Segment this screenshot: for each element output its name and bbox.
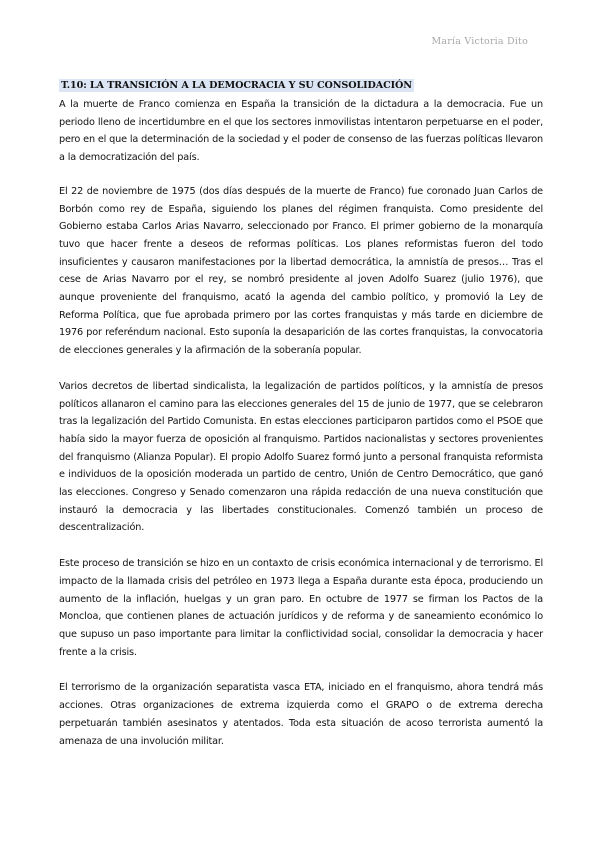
paragraph-elections: Varios decretos de libertad sindicalista, la legalización de partidos políticos, y la amnistía de presos políticos allanaron el camino para las elecciones generales del 15 de junio de 1977, que se celebraron tras la legalización del Partido Comunista. En estas elecciones participaron partidos como el PSOE que había sido la mayor fuerza de oposición al franquismo. Partidos nacionalistas y sectores provenientes del franquismo (Alianza Popular). El propio Adolfo Suarez formó junto a personal franquista reformista e individuos de la oposición moderada un partido de centro, Unión de Centro Democrático, que ganó las elecciones. Congreso y Senado comenzaron una rápida redacción de una nueva constitución que instauró la democracia y las libertades constitucionales. Comenzó también un proceso de descentralización. <box>59 380 543 534</box>
document-body <box>59 73 543 768</box>
author-name: María Victoria Dito <box>431 36 528 47</box>
paragraph-economic-crisis: Este proceso de transición se hizo en un contaxto de crisis económica internacional y de terrorismo. El impacto de la llamada crisis del petróleo en 1973 llega a España durante esta época, produciendo un aumento de la inflación, huelgas y un gran paro. En octubre de 1977 se firman los Pactos de la Moncloa, que contienen planes de actuación jurídicos y de reforma y de saneamiento económico lo que supuso un paso importante para limitar la conflictividad social, consolidar la democracia y hacer frente a la crisis. <box>59 558 543 658</box>
paragraph-coronation: El 22 de noviembre de 1975 (dos días después de la muerte de Franco) fue coronado Juan Carlos de Borbón como rey de España, siguiendo los planes del régimen franquista. Como presidente del Gobierno estaba Carlos Arias Navarro, seleccionado por Franco. El primer gobierno de la monarquía tuvo que hacer frente a deseos de reformas políticas. Los planes reformistas fueron del todo insuficientes y causaron manifestaciones por la libertad democrática, la amnistía de presos… Tras el cese de Arias Navarro por el rey, se nombró presidente al joven Adolfo Suarez (julio 1976), que aunque proveniente del franquismo, acató la agenda del cambio político, y promovió la Ley de Reforma Política, que fue aprobada primero por las cortes franquistas y más tarde en diciembre de 1976 por referéndum nacional. Esto suponía la desaparición de las cortes franquistas, la convocatoria de elecciones generales y la afirmación de la soberanía popular. <box>59 185 543 357</box>
paragraph-intro: A la muerte de Franco comienza en España la transición de la dictadura a la democracia. Fue un periodo lleno de incertidumbre en el que los sectores inmovilistas intentaron perpetuarse en el poder, pero en el que la determinación de la sociedad y el poder de consenso de las fuerzas políticas llevaron a la democratización del país. <box>59 99 543 164</box>
paragraph-terrorism: El terrorismo de la organización separatista vasca ETA, iniciado en el franquismo, ahora tendrá más acciones. Otras organizaciones de extrema izquierda como el GRAPO o de extrema derecha perpetuarán también asesinatos y atentados. Toda esta situación de acoso terrorista aumentó la amenaza de una involución militar. <box>59 682 543 747</box>
document-title: T.10: LA TRANSICIÓN A LA DEMOCRACIA Y SU CONSOLIDACIÓN <box>61 80 412 91</box>
